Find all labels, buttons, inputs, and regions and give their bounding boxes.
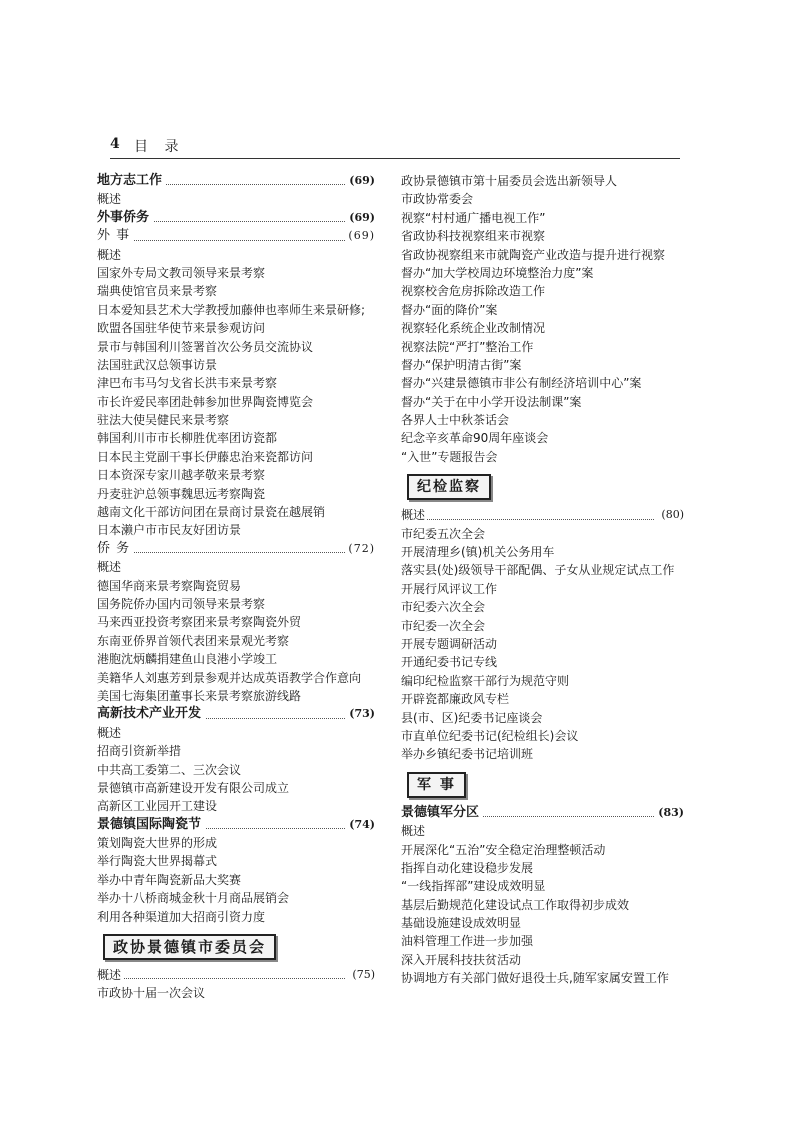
toc-entry-text: 视察轻化系统企业改制情况 <box>401 321 546 336</box>
toc-entry-text: 高新技术产业开发 <box>97 706 205 721</box>
toc-entry-text: 开展深化“五治”安全稳定治理整顿活动 <box>401 842 606 857</box>
toc-entry[interactable] <box>401 190 684 208</box>
toc-entry-text: 驻法大使吴健民来景考察 <box>97 413 230 428</box>
toc-entry-text: 侨 务 <box>97 541 134 556</box>
toc-entry-text: 协调地方有关部门做好退役士兵,随军家属安置工作 <box>401 971 669 986</box>
toc-entry[interactable] <box>97 338 375 356</box>
toc-entry[interactable] <box>401 561 684 579</box>
toc-entry[interactable] <box>97 852 375 870</box>
toc-right-column <box>401 172 684 988</box>
toc-entry-text: 概述 <box>97 247 122 262</box>
toc-entry[interactable] <box>97 393 375 411</box>
dot-leader <box>97 240 345 241</box>
toc-entry-text: 港胞沈炳麟捐建鱼山良港小学竣工 <box>97 652 278 667</box>
toc-entry-text: 美籍华人刘惠芳到景参观并达成英语教学合作意向 <box>97 670 362 685</box>
toc-entry[interactable] <box>401 727 684 745</box>
toc-entry-text: 马来西亚投资考察团来景考察陶瓷外贸 <box>97 615 302 630</box>
toc-entry-text: 瑞典使馆官员来景考察 <box>97 284 218 299</box>
toc-entry-text: 各界人士中秋茶话会 <box>401 413 510 428</box>
toc-entry-text: 督办“关于在中小学开设法制课”案 <box>401 394 582 409</box>
toc-entry[interactable] <box>401 301 684 319</box>
toc-entry[interactable] <box>401 525 684 543</box>
toc-entry[interactable] <box>97 503 375 521</box>
toc-entry[interactable] <box>97 319 375 337</box>
toc-entry-text: 日本爱知县艺术大学教授加藤伸也率师生来景研修; <box>97 302 366 317</box>
toc-entry-text: 市直单位纪委书记(纪检组长)会议 <box>401 728 579 743</box>
toc-entry-text: 开展专题调研活动 <box>401 636 498 651</box>
toc-entry-text: “入世”专题报告会 <box>401 449 498 464</box>
toc-entry[interactable] <box>97 669 375 687</box>
page-header <box>110 136 680 159</box>
toc-entry-text: 编印纪检监察干部行为规范守则 <box>401 673 570 688</box>
toc-entry-text: 策划陶瓷大世界的形成 <box>97 836 218 851</box>
toc-entry-text: 县(市、区)纪委书记座谈会 <box>401 710 543 725</box>
toc-entry[interactable] <box>401 282 684 300</box>
toc-entry-text: 督办“保护明清古街”案 <box>401 357 522 372</box>
toc-page-number: (69) <box>346 227 375 245</box>
toc-entry[interactable] <box>401 690 684 708</box>
toc-entry[interactable] <box>97 724 375 742</box>
toc-entry[interactable] <box>97 761 375 779</box>
toc-entry[interactable] <box>97 558 375 576</box>
toc-heading[interactable] <box>401 804 684 822</box>
toc-entry-text: 欧盟各国驻华使节来景参观访问 <box>97 321 266 336</box>
toc-page-number: (74) <box>347 816 375 834</box>
toc-entry-text: 越南文化干部访问团在景商讨景瓷在越展销 <box>97 505 326 520</box>
toc-entry-text: 丹麦驻沪总领事魏思远考察陶瓷 <box>97 486 266 501</box>
toc-entry-text: 市纪委一次全会 <box>401 618 486 633</box>
toc-left-column <box>97 172 375 1003</box>
toc-entry[interactable] <box>401 635 684 653</box>
toc-entry-text: 开展行风评议工作 <box>401 581 498 596</box>
dot-leader <box>97 978 345 979</box>
toc-entry[interactable] <box>401 841 684 859</box>
toc-entry[interactable] <box>97 797 375 815</box>
toc-entry[interactable] <box>97 889 375 907</box>
toc-entry-text: 外 事 <box>97 228 134 243</box>
toc-entry-text: 国家外专局文教司领导来景考察 <box>97 265 266 280</box>
toc-entry-text: 日本民主党副干事长伊藤忠治来瓷都访问 <box>97 449 314 464</box>
toc-entry-text: 德国华商来景考察陶瓷贸易 <box>97 578 242 593</box>
toc-entry-text: 指挥自动化建设稳步发展 <box>401 860 534 875</box>
toc-entry-text: 市政协常委会 <box>401 192 474 207</box>
toc-entry-text: 概述 <box>97 968 122 983</box>
toc-entry[interactable] <box>97 485 375 503</box>
toc-entry-text: 景德镇市高新建设开发有限公司成立 <box>97 780 290 795</box>
toc-entry-text: 日本资深专家川越孝敬来景考察 <box>97 468 266 483</box>
dot-leader <box>97 552 345 553</box>
toc-entry[interactable] <box>97 374 375 392</box>
page-title: 目 录 <box>134 139 185 155</box>
toc-entry[interactable] <box>97 595 375 613</box>
toc-entry[interactable] <box>97 190 375 208</box>
toc-entry-text: 开通纪委书记专线 <box>401 655 498 670</box>
toc-entry-text: 景德镇军分区 <box>401 805 483 820</box>
page-number: 4 <box>110 136 120 152</box>
toc-heading[interactable] <box>97 172 375 190</box>
toc-entry[interactable] <box>401 543 684 561</box>
toc-entry[interactable] <box>97 521 375 539</box>
toc-entry-text: 概述 <box>401 508 426 523</box>
toc-entry-text: 景德镇国际陶瓷节 <box>97 817 205 832</box>
section-box-row <box>97 926 375 966</box>
toc-entry[interactable] <box>97 613 375 631</box>
toc-entry[interactable] <box>97 429 375 447</box>
section-box-row <box>401 466 684 506</box>
toc-entry[interactable] <box>97 246 375 264</box>
toc-entry-text: 基层后勤规范化建设试点工作取得初步成效 <box>401 897 630 912</box>
toc-entry[interactable] <box>401 319 684 337</box>
toc-entry[interactable] <box>401 338 684 356</box>
toc-entry-text: 韩国利川市市长柳胜优率团访瓷都 <box>97 431 278 446</box>
toc-entry[interactable] <box>97 264 375 282</box>
toc-entry-text: 市纪委六次全会 <box>401 600 486 615</box>
toc-entry-text: 落实县(处)级领导干部配偶、子女从业规定试点工作 <box>401 563 675 578</box>
toc-entry-text: 市纪委五次全会 <box>401 526 486 541</box>
toc-entry[interactable] <box>401 356 684 374</box>
toc-entry[interactable] <box>401 374 684 392</box>
toc-entry[interactable] <box>401 745 684 763</box>
toc-entry[interactable] <box>97 632 375 650</box>
toc-entry-text: 举办中青年陶瓷新品大奖赛 <box>97 872 242 887</box>
toc-entry-text: 利用各种渠道加大招商引资力度 <box>97 909 266 924</box>
toc-entry[interactable] <box>97 966 375 984</box>
toc-entry-text: 市长许爱民率团赴韩参加世界陶瓷博览会 <box>97 394 314 409</box>
section-box-title: 军 事 <box>407 772 466 798</box>
toc-entry[interactable] <box>97 282 375 300</box>
toc-heading[interactable] <box>97 209 375 227</box>
toc-entry[interactable] <box>401 951 684 969</box>
toc-heading[interactable] <box>97 705 375 723</box>
toc-entry[interactable] <box>97 301 375 319</box>
toc-entry[interactable] <box>401 896 684 914</box>
toc-entry[interactable] <box>97 871 375 889</box>
toc-entry[interactable] <box>97 448 375 466</box>
toc-entry-text: 督办“兴建景德镇市非公有制经济培训中心”案 <box>401 376 642 391</box>
toc-subheading[interactable] <box>97 227 375 245</box>
toc-entry[interactable] <box>401 264 684 282</box>
toc-entry-text: 省政协科技视察组来市视察 <box>401 229 546 244</box>
toc-entry-text: 开展清理乡(镇)机关公务用车 <box>401 545 555 560</box>
toc-entry[interactable] <box>401 580 684 598</box>
toc-entry[interactable] <box>97 834 375 852</box>
toc-entry[interactable] <box>401 172 684 190</box>
toc-entry[interactable] <box>401 859 684 877</box>
toc-entry-text: 美国七海集团董事长来景考察旅游线路 <box>97 688 302 703</box>
toc-entry-text: 法国驻武汉总领事访景 <box>97 357 218 372</box>
toc-entry-text: 概述 <box>401 824 426 839</box>
section-box-title: 政协景德镇市委员会 <box>103 934 276 960</box>
toc-entry[interactable] <box>401 506 684 524</box>
toc-entry-text: 地方志工作 <box>97 173 166 188</box>
dot-leader <box>401 519 654 520</box>
toc-entry-text: 概述 <box>97 192 122 207</box>
toc-page-number: (69) <box>347 172 375 190</box>
toc-entry-text: 开辟瓷都廉政风专栏 <box>401 692 510 707</box>
toc-entry-text: 纪念辛亥革命90周年座谈会 <box>401 431 549 446</box>
toc-entry-text: 视察法院“严打”整治工作 <box>401 339 534 354</box>
toc-entry[interactable] <box>401 227 684 245</box>
toc-page-number: (75) <box>350 966 375 984</box>
toc-entry-text: 外事侨务 <box>97 210 153 225</box>
toc-entry[interactable] <box>401 598 684 616</box>
toc-entry-text: 市政协十届一次会议 <box>97 986 206 1001</box>
toc-entry-text: 招商引资新举措 <box>97 744 182 759</box>
toc-entry-text: 举办乡镇纪委书记培训班 <box>401 747 534 762</box>
toc-entry[interactable] <box>401 914 684 932</box>
section-box-row <box>401 764 684 804</box>
toc-entry-text: 国务院侨办国内司领导来景考察 <box>97 596 266 611</box>
toc-entry[interactable] <box>401 246 684 264</box>
toc-entry[interactable] <box>401 209 684 227</box>
toc-entry-text: 景市与韩国利川签署首次公务员交流协议 <box>97 339 314 354</box>
toc-page-number: (73) <box>347 705 375 723</box>
toc-entry[interactable] <box>97 687 375 705</box>
toc-entry[interactable] <box>401 393 684 411</box>
toc-entry-text: 概述 <box>97 560 122 575</box>
toc-entry-text: 基础设施建设成效明显 <box>401 916 522 931</box>
toc-entry[interactable] <box>401 429 684 447</box>
toc-entry[interactable] <box>97 742 375 760</box>
toc-entry-text: 政协景德镇市第十届委员会选出新领导人 <box>401 174 618 188</box>
toc-entry[interactable] <box>401 653 684 671</box>
toc-entry-text: 概述 <box>97 725 122 740</box>
toc-entry[interactable] <box>401 969 684 987</box>
toc-entry[interactable] <box>97 908 375 926</box>
toc-entry-text: 油料管理工作进一步加强 <box>401 934 534 949</box>
toc-entry-text: 举行陶瓷大世界揭幕式 <box>97 854 218 869</box>
toc-entry[interactable] <box>97 779 375 797</box>
toc-subheading[interactable] <box>97 540 375 558</box>
toc-entry-text: 深入开展科技扶贫活动 <box>401 952 522 967</box>
toc-page-number: (72) <box>346 540 375 558</box>
toc-heading[interactable] <box>97 816 375 834</box>
toc-entry[interactable] <box>401 932 684 950</box>
toc-entry[interactable] <box>401 822 684 840</box>
toc-entry-text: 中共高工委第二、三次会议 <box>97 762 242 777</box>
toc-entry-text: 视察“村村通广播电视工作” <box>401 210 546 225</box>
toc-entry[interactable] <box>97 466 375 484</box>
toc-entry-text: 日本濑户市市民友好团访景 <box>97 523 242 538</box>
toc-entry-text: 省政协视察组来市就陶瓷产业改造与提升进行视察 <box>401 247 666 262</box>
toc-entry[interactable] <box>401 617 684 635</box>
toc-entry-text: “一线指挥部”建设成效明显 <box>401 879 546 894</box>
toc-entry[interactable] <box>97 577 375 595</box>
toc-entry[interactable] <box>97 411 375 429</box>
toc-page-number: (83) <box>656 804 684 822</box>
toc-entry[interactable] <box>97 356 375 374</box>
toc-entry-text: 高新区工业园开工建设 <box>97 799 218 814</box>
toc-entry[interactable] <box>401 448 684 466</box>
toc-entry[interactable] <box>401 672 684 690</box>
toc-entry[interactable] <box>97 650 375 668</box>
toc-entry-text: 举办十八桥商城金秋十月商品展销会 <box>97 891 290 906</box>
toc-entry[interactable] <box>401 709 684 727</box>
toc-entry-text: 视察校舍危房拆除改造工作 <box>401 284 546 299</box>
toc-entry-text: 督办“加大学校周边环境整治力度”案 <box>401 265 594 280</box>
toc-entry-text: 东南亚侨界首领代表团来景观光考察 <box>97 633 290 648</box>
toc-entry-text: 督办“面的降价”案 <box>401 302 498 317</box>
toc-page-number: (69) <box>347 209 375 227</box>
toc-page-number: (80) <box>659 506 684 524</box>
toc-entry-text: 津巴布韦马匀戈省长洪韦来景考察 <box>97 376 278 391</box>
toc-entry[interactable] <box>97 984 375 1002</box>
section-box-title: 纪检监察 <box>407 474 491 500</box>
toc-entry[interactable] <box>401 877 684 895</box>
toc-entry[interactable] <box>401 411 684 429</box>
